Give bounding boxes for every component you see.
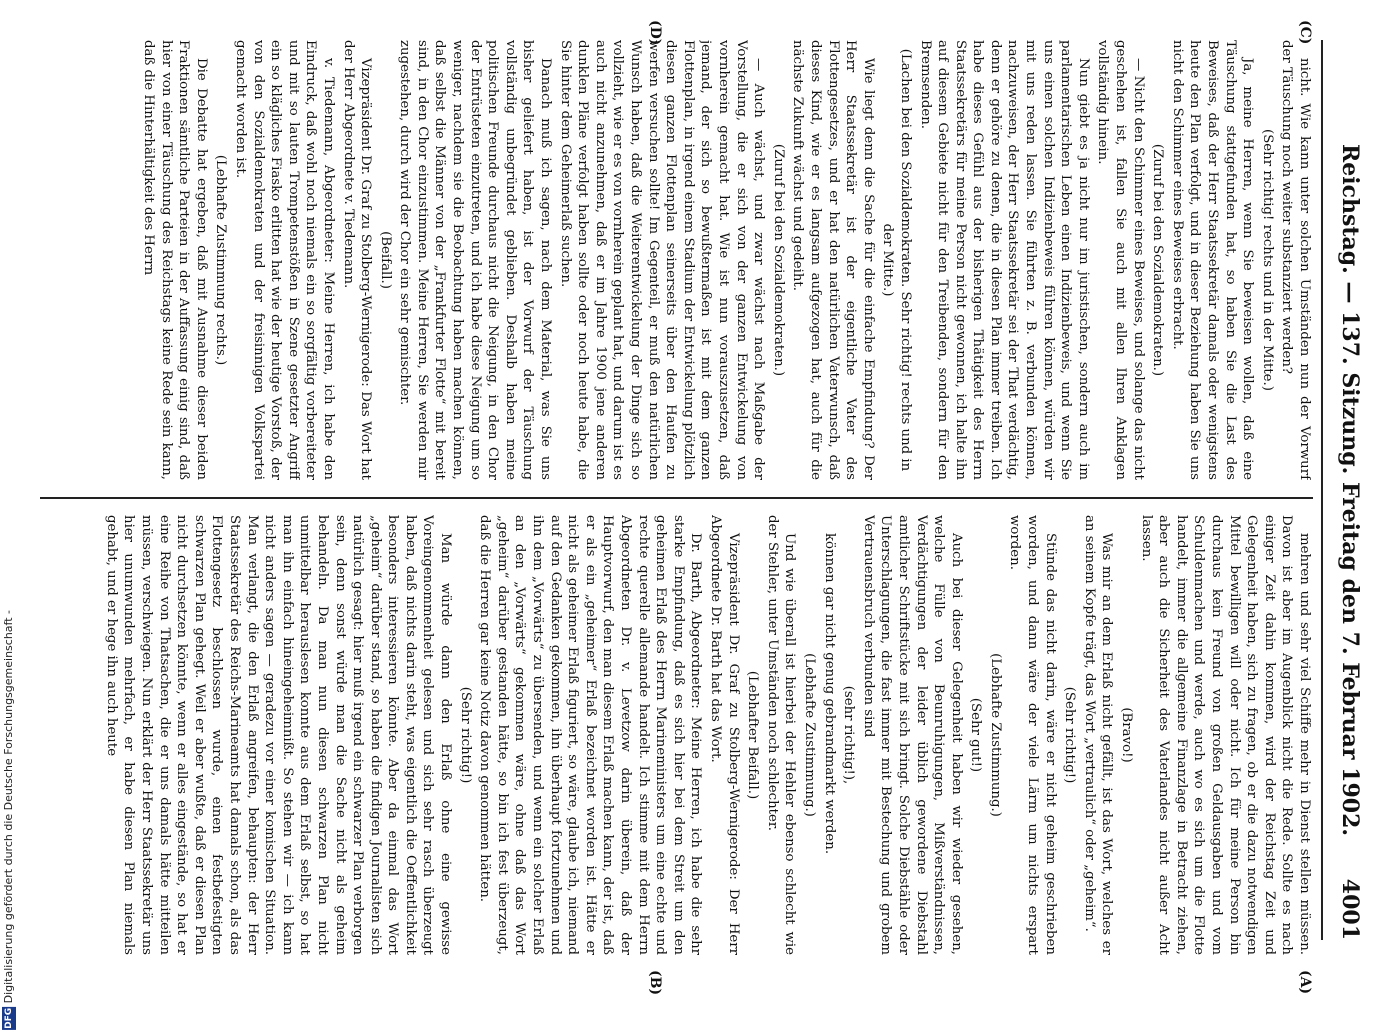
paragraph: — Nicht den Schimmer eines Beweises, und solange das nicht geschehen ist, fallen Sie auch mit allen Ihren Anklagen vollständig hinein. bbox=[1095, 40, 1146, 480]
paragraph: (Beifall.) bbox=[377, 231, 393, 289]
paragraph: Ja, meine Herren, wenn Sie beweisen wollen, daß eine Täuschung stattgefunden hat, so haben Sie die Last des Beweises, daß der Herr Staatssekretär damals oder wenigstens heute den Plan verfolgt, und in dieser Beziehung haben Sie uns nicht den Schimmer eines Beweises erbracht. bbox=[1169, 40, 1256, 480]
paragraph: (Sehr gut!) bbox=[968, 697, 984, 773]
page-number: 4001 bbox=[1337, 878, 1363, 940]
paragraph: (sehr richtig!), bbox=[841, 685, 857, 785]
paragraph: Was mir an dem Erlaß nicht gefällt, ist das Wort, welches er an seinem Kopfe trägt, das Wort „vertraulich“ oder „geheim“. bbox=[1081, 515, 1115, 955]
page-header bbox=[1323, 40, 1363, 940]
paragraph: Nun giebt es ja nicht nur im juristischen, sondern auch im parlamentarischen Leben einen Indizienbeweis, und wenn Sie uns einen solchen Indizienbeweis führen können, würden wir mit uns reden lassen. Sie führten z. B. verbunden können, nachzuweisen, der Herr Staatssekretär sei der That verdächtig, denn er gehöre zu denen, die in diesen Plan immer treiben. Ich habe dieses Gefühl aus der bisherigen Thätigkeit des Herrn Staatssekretärs für meine Person nicht gewonnen, ich halte ihn auf diesem Gebiete nicht für den Treibenden, sondern für den Bremsenden. bbox=[917, 40, 1091, 480]
paragraph: Vizepräsident Dr. Graf zu Stolberg-Wernigerode: Der Herr Abgeordnete Dr. Barth hat das Wort. bbox=[708, 515, 741, 955]
paragraph: (Bravo!) bbox=[1119, 707, 1135, 763]
running-title: Reichstag. — 137. Sitzung. Freitag den 7. Februar 1902. bbox=[1337, 143, 1363, 837]
margin-mark-b: (B) bbox=[647, 970, 663, 996]
text-column-right bbox=[40, 515, 1313, 955]
paragraph: — Auch wächst, und zwar wächst nach Maßgabe der Vorstellung, die er sich von der ganzen Entwickelung von vornherein gemacht hat. Wie ist nun vorauszusetzen, daß jemand, der sich so bewußtermaßen ist mit dem ganzen Flottenplan, in irgend einem Stadium der Entwickelung plötzlich diesen ganzen Flottenplan seinerseits über den Haufen zu werfen versuchen sollte! Im Gegenteil, er muß den natürlichen Wunsch haben, daß die Weiterentwickelung der Dinge sich so vollzieht, wie er es von vornherein geplant hat, und darum ist es auch nicht anzunehmen, daß er im Jahre 1900 jene anderen dunklen Pläne verfolgt haben sollte oder noch heute habe, die Sie hinter dem Geheimerlaß suchen. bbox=[557, 40, 767, 480]
paragraph: (Lebhafter Beifall.) bbox=[745, 670, 761, 800]
column-divider bbox=[40, 497, 1313, 499]
paragraph: (Sehr richtig!) bbox=[1062, 686, 1078, 784]
paragraph: (Sehr richtig!) bbox=[457, 686, 473, 784]
paragraph: nicht. Wie kann unter solchen Umständen nun der Vorwurf der Täuschung noch weiter substanziert werden? bbox=[1279, 40, 1312, 480]
paragraph: Die Debatte hat ergeben, daß mit Ausnahme dieser beiden Fraktionen sämtliche Parteien in der Auffassung einig sind, daß hier von einer Täuschung des Reichstags keine Rede sein kann, daß die Hinterhältigkeit des Herrn bbox=[141, 40, 209, 480]
margin-mark-a: (A) bbox=[1297, 970, 1313, 995]
paragraph: v. Tiedemann, Abgeordneter: Meine Herren, ich habe den Eindruck, daß wohl noch niemals ein so sorgfältig vorbereiteter und mit so lauten Trompetenstößen in Szene gesetzter Angriff ein so klägliches Fiasko erlitten hat wie der heutige Vorstoß, der von den Sozialdemokraten und der freisinnigen Volkspartei gemacht worden ist. bbox=[232, 40, 336, 480]
margin-mark-c: (C) bbox=[1297, 20, 1313, 45]
paragraph: Danach muß ich sagen, nach dem Material, was Sie uns bisher geliefert haben, ist der Vorwurf der Täuschung vollständig unbegründet geblieben. Deshalb haben meine politischen Freunde durchaus nicht die Neigung, in den Chor der Entrüsteten einzutreten, und ich habe diese Neigung um so weniger, nachdem sie die Beobachtung haben machen können, daß selbst die Männer von der „Frankfurter Flotte“ mit bereit sind, in den Chor einzustimmen. Meine Herren, Sie werden mir zugestehen, durch wird der Chor ein sehr gemischter. bbox=[397, 40, 554, 480]
paragraph: Auch bei dieser Gelegenheit haben wir wieder gesehen, welche Fülle von Beunruhigungen, Mißverständnissen, Verdächtigungen der leider üblich gewordene Diebstahl amtlicher Schriftstücke mit sich bringt. Solche Diebstähle oder Unterschlagungen, die fast immer mit Bestechung und grobem Vertrauensbruch verbunden sind bbox=[860, 515, 964, 955]
paragraph: Stünde das nicht darin, wäre er nicht geheim geschrieben worden, und dann wäre der viele Lärm um nichts erspart worden. bbox=[1007, 515, 1058, 955]
paragraph: Wie liegt denn die Sache für die einfache Empfindung? Der Herr Staatssekretär ist der eigentliche Vater des Flottengesetzes, und er hat den natürlichen Vaterwunsch, daß dieses Kind, wie er es langsam aufgezogen hat, auch für die nächste Zukunft wächst und gedeiht. bbox=[790, 40, 876, 480]
paragraph: (Lachen bei den Sozialdemokraten. Sehr richtig! rechts und in der Mitte.) bbox=[880, 48, 913, 472]
margin-mark-d: (D) bbox=[647, 20, 663, 46]
dfg-logo: DFG bbox=[4, 1007, 14, 1029]
paragraph: Und wie überall ist hierbei der Hehler ebenso schlecht wie der Stehler, unter Umständen noch schlechter. bbox=[764, 515, 798, 955]
credit-text: Digitalisierung gefördert durch die Deutsche Forschungsgemeinschaft - bbox=[2, 610, 15, 1004]
paragraph: mehren und sehr viel Schiffe mehr in Dienst stellen müssen. Davon ist aber im Augenblick nicht die Rede. Sollte es nach einiger Zeit dahin kommen, wird der Reichstag Zeit und Gelegenheit haben, sich zu fragen, ob er die dazu notwendigen Mittel bewilligen will oder nicht. Ich für meine Person bin durchaus kein Freund von großen Geldausgaben und vom Schuldenmachen und werde, auch wo es sich um die Flotte handelt, immer die allgemeine Finanzlage in Betracht ziehen, aber auch die Sicherheit des Vaterlandes nicht außer Acht lassen. bbox=[1138, 515, 1312, 955]
paragraph: Man würde dann den Erlaß ohne eine gewisse Voreingenommenheit gelesen und sich sehr rasch überzeugt haben, daß nichts darin steht, was eigentlich die Oeffentlichkeit besonders interessieren könnte. Aber da einmal das Wort „geheim“ darüber stand, so haben die findigen Journalisten sich natürlich gesagt: hier muß irgend ein schwarzer Plan verborgen sein, denn sonst würde man die Sache nicht als geheim behandeln. Da man nun diesen schwarzen Plan nicht unmittelbar herauslesen konnte aus dem Erlaß selbst, so hat man ihn einfach hineingeheimnißt. So stehen wir — ich kann nicht anders sagen — geradezu vor einer komischen Situation. Man verlangt, die den Erlaß angreifen, behaupten: der Herr Staatssekretär des Reichs-Marineamts hat damals schon, als das Flottengesetz beschlossen wurde, einen festbefestigten schwarzen Plan gehegt. Weil er aber wußte, daß er diesen Plan nicht durchsetzen könnte, wenn er alles eingestände, so hat er eine Reihe von Thatsachen, die er uns damals hätte mitteilen müssen, verschwiegen. Nun erklärt der Herr Staatssekretär uns hier unumwunden mehrfach, er habe diesen Plan niemals gehabt, und er hege ihn auch heute bbox=[103, 515, 454, 955]
paragraph: (Lebhafte Zustimmung.) bbox=[801, 653, 817, 817]
paragraph: (Lebhafte Zustimmung rechts.) bbox=[213, 154, 229, 366]
paragraph: (Zuruf bei den Sozialdemokraten.) bbox=[770, 143, 786, 377]
paragraph: Dr. Barth, Abgeordneter: Meine Herren, ich habe die sehr starke Empfindung, daß es sich hier bei dem Streit um den geheimen Erlaß des Herrn Marineministers um eine echte und rechte querelle allemande handelt. Ich stimme mit dem Herrn Abgeordneten Dr. v. Levetzow darin überein, daß der Hauptvorwurf, den man diesem Erlaß machen kann, der ist, daß er als ein „geheimer“ Erlaß bezeichnet worden ist. Hätte er nicht als geheimer Erlaß figuriert, so wäre, glaube ich, niemand auf den Gedanken gekommen, ihn überhaupt fortzunehmen und ihn dem „Vorwärts“ zu übersenden, und wenn ein solcher Erlaß an den „Vorwärts“ gekommen wäre, ohne daß das Wort „geheim“ darüber gestanden hätte, so bin ich fest überzeugt, daß die Herren gar keine Notiz davon genommen hätten. bbox=[477, 515, 704, 955]
header-rule bbox=[1321, 40, 1323, 940]
paragraph: können gar nicht genug gebrandmarkt werden. bbox=[821, 533, 837, 855]
paragraph: Vizepräsident Dr. Graf zu Stolberg-Wernigerode: Das Wort hat der Herr Abgeordnete v. Tiedemann. bbox=[340, 40, 374, 480]
paragraph: (Zuruf bei den Sozialdemokraten.) bbox=[1150, 143, 1166, 377]
paragraph: (Sehr richtig! rechts und in der Mitte.) bbox=[1259, 129, 1275, 391]
text-column-left bbox=[40, 40, 1313, 480]
paragraph: (Lebhafte Zustimmung.) bbox=[987, 653, 1003, 817]
digitization-credit bbox=[2, 610, 22, 1029]
